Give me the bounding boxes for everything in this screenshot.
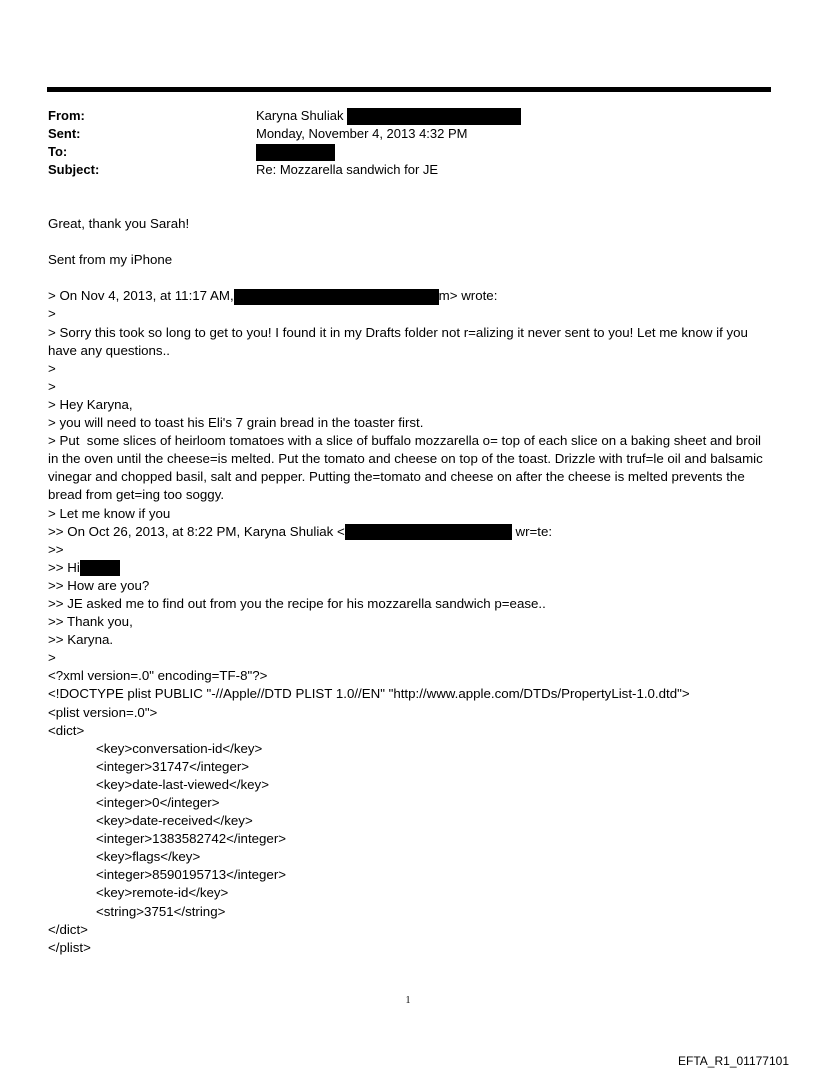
body-line: >> How are you?: [48, 577, 150, 593]
redaction-box: [80, 560, 120, 576]
body-line: >: [48, 378, 56, 394]
xml-line: <key>flags</key>: [96, 849, 201, 865]
from-name: Karyna Shuliak: [256, 108, 344, 123]
from-value: [256, 107, 521, 125]
body-line: > Sorry this took so long to get to you! I found it in my Drafts folder not r=alizing it never sent to you! Let me know if you have any questions..: [48, 324, 752, 358]
body-line: >: [48, 360, 56, 376]
header-rule: [47, 87, 771, 92]
subject-value: Re: Mozzarella sandwich for JE: [256, 162, 439, 177]
page-number: 1: [405, 995, 411, 1006]
body-line: >>: [48, 541, 64, 557]
xml-line: </dict>: [48, 921, 88, 937]
redaction-box: [347, 108, 521, 125]
document-id: EFTA_R1_01177101: [678, 1054, 789, 1068]
body-line: >> On Oct 26, 2013, at 8:22 PM, Karyna Shuliak < wr=te:: [48, 523, 553, 539]
body-line: > Hey Karyna,: [48, 396, 133, 412]
redaction-box: [345, 524, 512, 540]
body-line: >> Karyna.: [48, 632, 114, 648]
xml-line: <key>date-last-viewed</key>: [96, 776, 269, 792]
body-line: > Put some slices of heirloom tomatoes with a slice of buffalo mozzarella o= top of each slice on a baking sheet and broil in the oven until the cheese=is melted. Put the tomato and cheese on top of the toast. Drizzle with truf=le oil and balsamic vinegar and chopped basil, salt and pepper. Putting the=tomato and cheese on after the cheese is melted prevents the bread from get=ing too soggy.: [48, 433, 767, 503]
from-label: From:: [48, 108, 85, 123]
xml-line: <key>remote-id</key>: [96, 885, 229, 901]
xml-line: <string>3751</string>: [96, 903, 226, 919]
to-label: To:: [48, 144, 68, 159]
body-line: >> JE asked me to find out from you the recipe for his mozzarella sandwich p=ease..: [48, 595, 546, 611]
body-line: > you will need to toast his Eli's 7 grain bread in the toaster first.: [48, 415, 424, 431]
body-line: >: [48, 306, 56, 322]
body-line: > On Nov 4, 2013, at 11:17 AM, m> wrote:: [48, 288, 498, 304]
xml-line: <?xml version=.0" encoding=TF-8"?>: [48, 668, 268, 684]
body-line: Sent from my iPhone: [48, 252, 173, 268]
redaction-box: [234, 289, 439, 305]
subject-label: Subject:: [48, 162, 100, 177]
body-line: Great, thank you Sarah!: [48, 216, 190, 231]
redaction-box: [256, 144, 335, 161]
xml-line: <integer>31747</integer>: [96, 758, 250, 774]
sent-label: Sent:: [48, 126, 81, 141]
body-line: > Let me know if you: [48, 505, 171, 521]
xml-line: <integer>1383582742</integer>: [96, 831, 287, 847]
xml-line: <!DOCTYPE plist PUBLIC "-//Apple//DTD PLIST 1.0//EN" "http://www.apple.com/DTDs/PropertyList-1.0.dtd">: [48, 686, 690, 702]
xml-line: <dict>: [48, 722, 85, 738]
xml-line: </plist>: [48, 939, 91, 955]
sent-value: Monday, November 4, 2013 4:32 PM: [256, 126, 468, 141]
body-line: >> Thank you,: [48, 614, 133, 630]
body-line: >> Hi: [48, 559, 774, 577]
xml-line: <key>conversation-id</key>: [96, 740, 263, 756]
xml-line: <integer>8590195713</integer>: [96, 867, 287, 883]
xml-line: <key>date-received</key>: [96, 813, 253, 829]
to-value: [256, 143, 335, 161]
email-body: [48, 215, 774, 957]
xml-line: <integer>0</integer>: [96, 795, 220, 810]
body-line: >: [48, 650, 56, 666]
xml-line: <plist version=.0">: [48, 704, 158, 720]
